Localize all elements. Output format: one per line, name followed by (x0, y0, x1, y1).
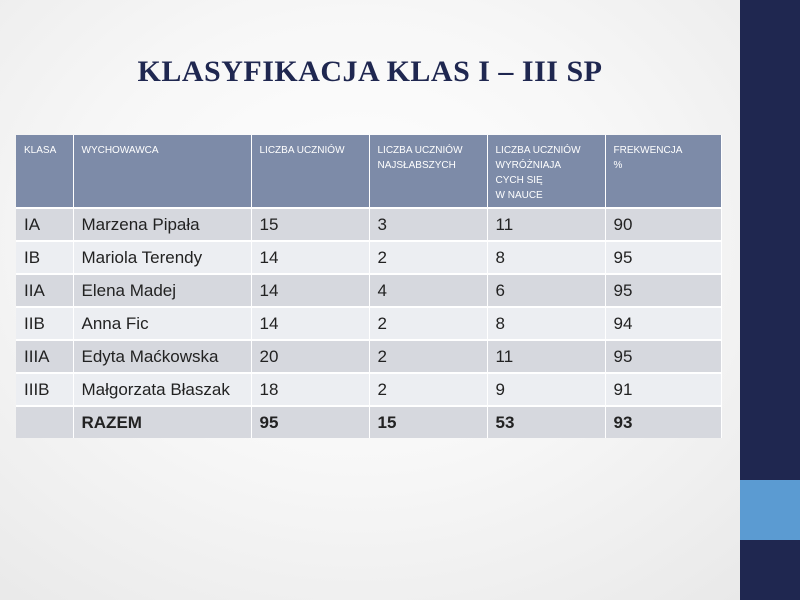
cell-klasa: IIA (16, 274, 73, 307)
cell-wyrozniajacych: 9 (487, 373, 605, 406)
cell-klasa: IB (16, 241, 73, 274)
slide-title: KLASYFIKACJA KLAS I – III SP (137, 55, 603, 88)
cell-liczba-uczniow: 14 (251, 241, 369, 274)
table-row (16, 241, 721, 274)
header-klasa: KLASA (16, 135, 73, 208)
cell-total-wyrozniajacych: 53 (487, 406, 605, 438)
cell-liczba-uczniow: 15 (251, 208, 369, 241)
cell-wychowawca: Mariola Terendy (73, 241, 251, 274)
cell-wychowawca: Elena Madej (73, 274, 251, 307)
cell-najslabszych: 3 (369, 208, 487, 241)
cell-total-liczba-uczniow: 95 (251, 406, 369, 438)
table-row (16, 274, 721, 307)
table-row (16, 208, 721, 241)
cell-frekwencja: 94 (605, 307, 721, 340)
table-row (16, 373, 721, 406)
cell-najslabszych: 4 (369, 274, 487, 307)
cell-najslabszych: 2 (369, 340, 487, 373)
cell-najslabszych: 2 (369, 307, 487, 340)
header-liczba-uczniow: LICZBA UCZNIÓW (251, 135, 369, 208)
cell-klasa: IIIB (16, 373, 73, 406)
cell-razem-label: RAZEM (73, 406, 251, 438)
cell-wychowawca: Marzena Pipała (73, 208, 251, 241)
cell-najslabszych: 2 (369, 241, 487, 274)
cell-wychowawca: Anna Fic (73, 307, 251, 340)
cell-frekwencja: 95 (605, 274, 721, 307)
cell-klasa: IIIA (16, 340, 73, 373)
cell-frekwencja: 90 (605, 208, 721, 241)
cell-klasa (16, 406, 73, 438)
table-total-row (16, 406, 721, 438)
cell-frekwencja: 95 (605, 241, 721, 274)
header-najslabszych: LICZBA UCZNIÓW NAJSŁABSZYCH (369, 135, 487, 208)
cell-liczba-uczniow: 20 (251, 340, 369, 373)
cell-najslabszych: 2 (369, 373, 487, 406)
cell-total-najslabszych: 15 (369, 406, 487, 438)
cell-wyrozniajacych: 11 (487, 208, 605, 241)
cell-wyrozniajacych: 11 (487, 340, 605, 373)
header-wychowawca: WYCHOWAWCA (73, 135, 251, 208)
header-frekwencja: FREKWENCJA % (605, 135, 721, 208)
cell-wychowawca: Edyta Maćkowska (73, 340, 251, 373)
table-row (16, 340, 721, 373)
classification-table (16, 135, 722, 438)
cell-klasa: IA (16, 208, 73, 241)
cell-total-frekwencja: 93 (605, 406, 721, 438)
table-row (16, 307, 721, 340)
cell-wychowawca: Małgorzata Błaszak (73, 373, 251, 406)
cell-wyrozniajacych: 6 (487, 274, 605, 307)
cell-liczba-uczniow: 18 (251, 373, 369, 406)
header-wyrozniajacych: LICZBA UCZNIÓW WYRÓŻNIAJA CYCH SIĘ W NAUCE (487, 135, 605, 208)
cell-frekwencja: 91 (605, 373, 721, 406)
table-header-row (16, 135, 721, 208)
cell-wyrozniajacych: 8 (487, 307, 605, 340)
cell-liczba-uczniow: 14 (251, 274, 369, 307)
side-accent-block (740, 480, 800, 540)
cell-klasa: IIB (16, 307, 73, 340)
cell-frekwencja: 95 (605, 340, 721, 373)
cell-wyrozniajacych: 8 (487, 241, 605, 274)
cell-liczba-uczniow: 14 (251, 307, 369, 340)
